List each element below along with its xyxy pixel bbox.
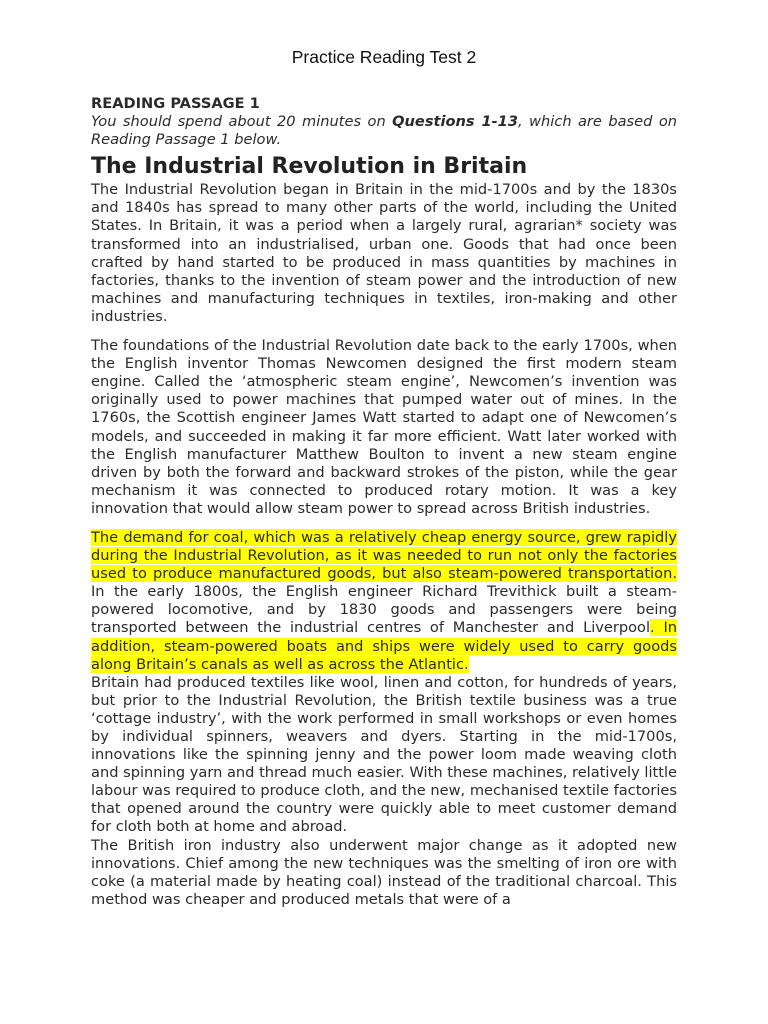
highlighted-text: The demand for coal, which was a relatively cheap energy source, grew rapidly during the Industrial Revolution, as it was needed to run not only the factories used to produce manufactured goods, but also steam-powered transportation. (91, 528, 677, 583)
paragraph-3 (91, 529, 677, 674)
page-header-title: Practice Reading Test 2 (291, 47, 477, 67)
paragraph-1: The Industrial Revolution began in Britain in the mid-1700s and by the 1830s and 1840s has spread to many other parts of the world, including the United States. In Britain, it was a period when a largely rural, agrarian* society was transformed into an industrialised, urban one. Goods that had once been crafted by hand started to be produced in mass quantities by machines in factories, thanks to the invention of steam power and the introduction of new machines and manufacturing techniques in textiles, iron-making and other industries. (91, 181, 677, 325)
instructions-text-after: , which are based on Reading Passage 1 below. (91, 113, 677, 149)
paragraph-4: Britain had produced textiles like wool, linen and cotton, for hundreds of years, but prior to the Industrial Revolution, the British textile business was a true ‘cottage industry’, with the work performed in small workshops or even homes by individual spinners, weavers and dyers. Starting in the mid-1700s, innovations like the spinning jenny and the power loom made weaving cloth and spinning yarn and thread much easier. With these machines, relatively little labour was required to produce cloth, and the new, mechanised textile factories that opened around the country were quickly able to meet customer demand for cloth both at home and abroad. (91, 673, 677, 836)
passage-instructions (91, 113, 677, 149)
paragraph-5: The British iron industry also underwent major change as it adopted new innovations. Chief among the new techniques was the smelting of iron ore with coke (a material made by heating coal) instead of the traditional charcoal. This method was cheaper and produced metals that were of a (91, 836, 677, 908)
paragraph-2: The foundations of the Industrial Revolution date back to the early 1700s, when the English inventor Thomas Newcomen designed the first modern steam engine. Called the ‘atmospheric steam engine’, Newcomen’s invention was originally used to power machines that pumped water out of mines. In the 1760s, the Scottish engineer James Watt started to adapt one of Newcomen’s models, and succeeded in making it far more efficient. Watt later worked with the English manufacturer Matthew Boulton to invent a new steam engine driven by both the forward and backward strokes of the piston, while the gear mechanism it was connected to produced rotary motion. It was a key innovation that would allow steam power to spread across British industries. (91, 337, 677, 517)
instructions-text-before: You should spend about 20 minutes on (91, 113, 393, 131)
document-body (91, 95, 677, 909)
instructions-questions-range: Questions 1-13 (392, 113, 518, 131)
article-title: The Industrial Revolution in Britain (91, 154, 528, 180)
highlighted-text: . In addition, steam-powered boats and ships were widely used to carry goods along Britain’s canals as well as across the Atlantic. (91, 619, 677, 673)
paragraph-3-text: In the early 1800s, the English engineer Richard Trevithick built a steam-powered locomotive, and by 1830 goods and passengers were being transported between the industrial centres of Manchester and Liverpool (91, 583, 677, 637)
passage-label: READING PASSAGE 1 (91, 95, 260, 112)
